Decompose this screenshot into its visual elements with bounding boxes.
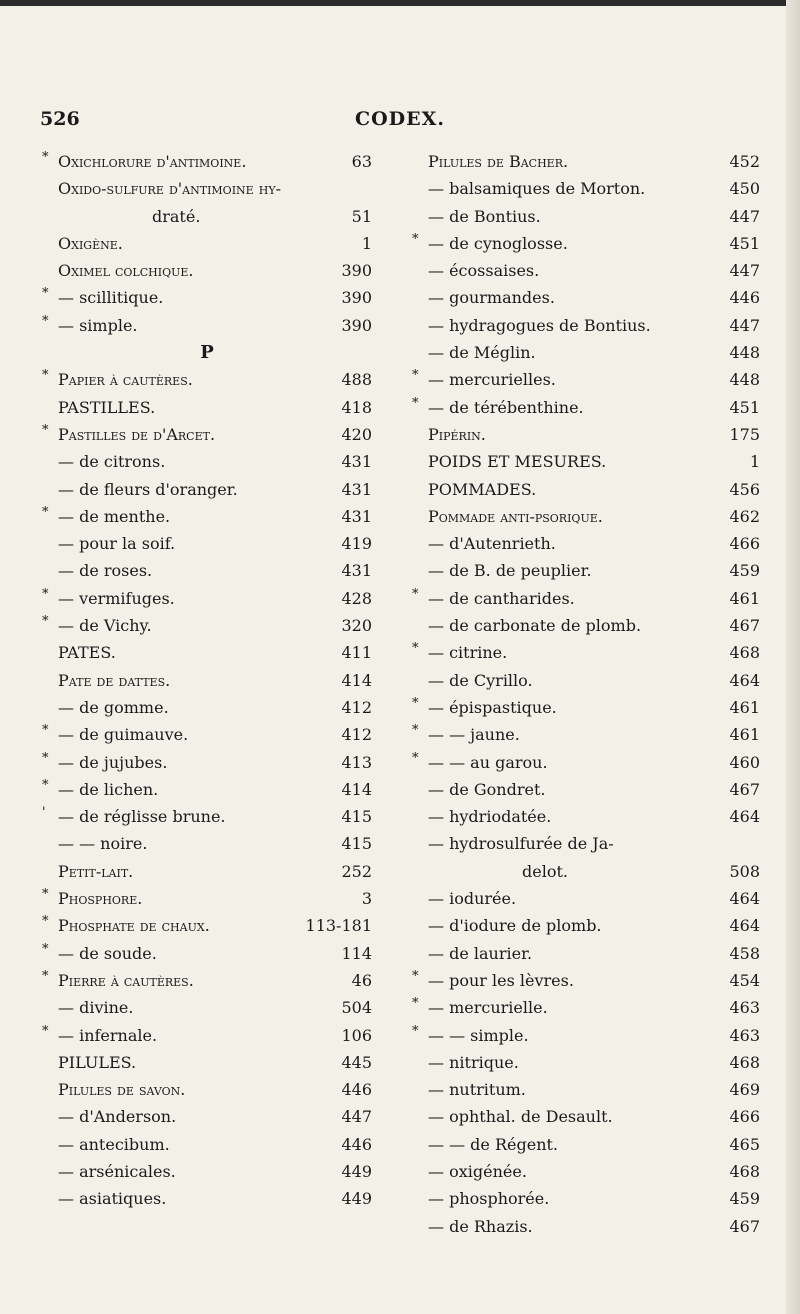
entry-page-number: 450 [729, 179, 760, 199]
entry-page-number: 114 [341, 943, 372, 963]
asterisk-mark: * [42, 286, 49, 302]
index-entry [42, 530, 372, 557]
entry-text: — pour les lèvres. [428, 970, 574, 990]
entry-page-number: 446 [729, 288, 760, 308]
entry-text: — citrine. [428, 643, 508, 663]
entry-page-number: 467 [729, 779, 760, 799]
entry-text: — oxigénée. [428, 1161, 527, 1181]
entry-page-number: 320 [341, 616, 372, 636]
index-entry [42, 1131, 372, 1158]
section-letter: P [200, 342, 214, 364]
asterisk-mark: * [42, 1023, 49, 1039]
entry-text: — infernale. [58, 1025, 158, 1045]
entry-text: — de lichen. [58, 779, 159, 799]
entry-text: — gourmandes. [428, 288, 555, 308]
index-entry [42, 694, 372, 721]
entry-text: draté. [152, 206, 201, 226]
page-number: 526 [40, 108, 80, 130]
entry-text: Pilules de Bacher. [428, 152, 569, 171]
entry-page-number: 508 [729, 861, 760, 881]
asterisk-mark: * [42, 313, 49, 329]
entry-text: — de térébenthine. [428, 397, 584, 417]
entry-page-number: 464 [729, 807, 760, 827]
index-entry [42, 284, 372, 311]
entry-page-number: 461 [729, 725, 760, 745]
index-entry [42, 257, 372, 284]
entry-text: — de Méglin. [428, 343, 536, 363]
index-entry [412, 885, 760, 912]
entry-page-number: 414 [341, 779, 372, 799]
index-entry [42, 940, 372, 967]
entry-text: — simple. [58, 315, 138, 335]
entry-text: Pate de dattes. [58, 670, 171, 690]
entry-text: — de citrons. [58, 452, 166, 472]
entry-text: — mercurielles. [428, 370, 556, 390]
index-entry [42, 803, 372, 830]
index-entry [412, 394, 760, 421]
index-entry [412, 830, 760, 857]
entry-text: — ophthal. de Desault. [428, 1107, 613, 1127]
entry-text: PASTILLES. [58, 397, 156, 417]
entry-page-number: 504 [341, 998, 372, 1018]
index-entry [412, 1213, 760, 1240]
entry-page-number: 51 [351, 206, 372, 226]
entry-text: — de menthe. [58, 506, 171, 526]
entry-text: POMMADES. [428, 479, 537, 499]
index-entry [42, 749, 372, 776]
entry-page-number: 411 [341, 643, 372, 663]
index-entry [412, 366, 760, 393]
asterisk-mark: * [42, 777, 49, 793]
entry-page-number: 390 [341, 315, 372, 335]
entry-text: Phosphore. [58, 889, 143, 909]
entry-text: — de cantharides. [428, 588, 575, 608]
index-entry [412, 612, 760, 639]
entry-page-number: 464 [729, 916, 760, 936]
index-entry [42, 1103, 372, 1130]
entry-page-number: 390 [341, 288, 372, 308]
index-entry [412, 585, 760, 612]
entry-text: — de gomme. [58, 697, 169, 717]
entry-text: Pommade anti-psorique. [428, 506, 603, 526]
entry-page-number: 488 [341, 370, 372, 390]
index-entry [412, 257, 760, 284]
entry-page-number: 447 [341, 1107, 372, 1127]
entry-text: — mercurielle. [428, 998, 548, 1018]
entry-text: — iodurée. [428, 889, 517, 909]
asterisk-mark: * [42, 887, 49, 903]
asterisk-mark: * [412, 641, 419, 657]
asterisk-mark: * [412, 1023, 419, 1039]
entry-page-number: 459 [729, 1189, 760, 1209]
entry-text: Oxigène. [58, 233, 123, 253]
index-entry [42, 148, 372, 175]
index-entry [412, 1103, 760, 1130]
asterisk-mark: * [42, 723, 49, 739]
entry-page-number: 415 [341, 834, 372, 854]
index-entry [412, 175, 760, 202]
entry-text: — — de Régent. [428, 1134, 559, 1154]
entry-text: delot. [522, 861, 568, 881]
entry-text: — de cynoglosse. [428, 233, 568, 253]
index-entry [42, 339, 372, 366]
entry-text: — antecibum. [58, 1134, 170, 1154]
index-entry [412, 940, 760, 967]
entry-text: — d'Autenrieth. [428, 534, 556, 554]
entry-page-number: 458 [729, 943, 760, 963]
entry-text: — épispastique. [428, 697, 557, 717]
index-entry [42, 967, 372, 994]
entry-text: — scillitique. [58, 288, 164, 308]
entry-page-number: 451 [729, 397, 760, 417]
entry-page-number: 106 [341, 1025, 372, 1045]
entry-text: — de Bontius. [428, 206, 541, 226]
entry-text: — hydrosulfurée de Ja- [428, 834, 614, 854]
entry-page-number: 466 [729, 1107, 760, 1127]
entry-page-number: 413 [341, 752, 372, 772]
entry-page-number: 414 [341, 670, 372, 690]
asterisk-mark: * [42, 914, 49, 930]
asterisk-mark: * [42, 614, 49, 630]
entry-text: PILULES. [58, 1052, 137, 1072]
entry-text: — balsamiques de Morton. [428, 179, 646, 199]
entry-page-number: 451 [729, 233, 760, 253]
asterisk-mark: * [412, 750, 419, 766]
entry-text: — de roses. [58, 561, 153, 581]
entry-page-number: 462 [729, 506, 760, 526]
index-entry [412, 339, 760, 366]
entry-text: — de réglisse brune. [58, 807, 226, 827]
index-entry [42, 421, 372, 448]
asterisk-mark: * [42, 504, 49, 520]
index-entry [412, 1131, 760, 1158]
index-entry [42, 721, 372, 748]
entry-page-number: 1 [361, 233, 372, 253]
entry-page-number: 175 [729, 424, 760, 444]
entry-page-number: 452 [729, 152, 760, 171]
asterisk-mark: * [42, 586, 49, 602]
index-entry [412, 994, 760, 1021]
entry-page-number: 446 [341, 1134, 372, 1154]
index-entry [412, 148, 760, 175]
index-entry [412, 912, 760, 939]
entry-text: Phosphate de chaux. [58, 916, 210, 936]
entry-text: Pilules de savon. [58, 1080, 186, 1100]
entry-page-number: 464 [729, 670, 760, 690]
entry-text: — d'iodure de plomb. [428, 916, 602, 936]
entry-text: — de laurier. [428, 943, 533, 963]
entry-page-number: 420 [341, 424, 372, 444]
entry-page-number: 459 [729, 561, 760, 581]
entry-text: — de jujubes. [58, 752, 168, 772]
index-entry [42, 203, 372, 230]
entry-page-number: 3 [361, 889, 372, 909]
entry-page-number: 419 [341, 534, 372, 554]
page-top-edge [0, 0, 800, 6]
entry-page-number: 412 [341, 725, 372, 745]
index-entry [42, 230, 372, 257]
index-entry [42, 585, 372, 612]
asterisk-mark: * [42, 422, 49, 438]
entry-text: PATES. [58, 643, 116, 663]
entry-text: — de carbonate de plomb. [428, 616, 642, 636]
entry-page-number: 466 [729, 534, 760, 554]
index-entry [412, 1049, 760, 1076]
entry-text: — de Cyrillo. [428, 670, 533, 690]
entry-text: — écossaises. [428, 261, 540, 281]
index-entry [42, 994, 372, 1021]
index-entry [412, 448, 760, 475]
entry-text: Papier à cautères. [58, 370, 193, 390]
entry-text: — nitrique. [428, 1052, 519, 1072]
index-entry [42, 366, 372, 393]
index-entry [412, 312, 760, 339]
entry-text: — — simple. [428, 1025, 529, 1045]
asterisk-mark: * [412, 368, 419, 384]
asterisk-mark: * [412, 723, 419, 739]
entry-text: — — au garou. [428, 752, 548, 772]
index-entry [412, 967, 760, 994]
entry-text: Petit-lait. [58, 861, 134, 881]
index-entry [42, 830, 372, 857]
entry-text: — arsénicales. [58, 1161, 176, 1181]
entry-text: — asiatiques. [58, 1189, 167, 1209]
entry-page-number: 468 [729, 1161, 760, 1181]
index-entry [42, 858, 372, 885]
entry-page-number: 449 [341, 1189, 372, 1209]
entry-page-number: 63 [351, 152, 372, 171]
index-entry [42, 639, 372, 666]
entry-page-number: 454 [729, 970, 760, 990]
index-entry [42, 1049, 372, 1076]
index-entry [412, 1022, 760, 1049]
asterisk-mark: * [42, 941, 49, 957]
entry-text: Pastilles de d'Arcet. [58, 424, 216, 444]
index-entry [412, 557, 760, 584]
index-entry [412, 203, 760, 230]
index-entry [412, 476, 760, 503]
entry-page-number: 428 [341, 588, 372, 608]
entry-text: — d'Anderson. [58, 1107, 177, 1127]
entry-page-number: 431 [341, 506, 372, 526]
index-entry [412, 694, 760, 721]
asterisk-mark: * [42, 968, 49, 984]
index-entry [42, 1022, 372, 1049]
index-entry [42, 612, 372, 639]
index-entry [42, 394, 372, 421]
entry-text: Oxido-sulfure d'antimoine hy- [58, 179, 282, 199]
index-entry [42, 912, 372, 939]
asterisk-mark: * [412, 968, 419, 984]
index-entry [42, 476, 372, 503]
entry-text: — nutritum. [428, 1080, 526, 1100]
entry-page-number: 447 [729, 261, 760, 281]
index-entry [42, 667, 372, 694]
entry-page-number: 431 [341, 452, 372, 472]
entry-page-number: 467 [729, 1216, 760, 1236]
entry-text: — hydragogues de Bontius. [428, 315, 651, 335]
entry-page-number: 252 [341, 861, 372, 881]
entry-page-number: 418 [341, 397, 372, 417]
index-entry [42, 1158, 372, 1185]
asterisk-mark: * [412, 395, 419, 411]
entry-page-number: 461 [729, 697, 760, 717]
entry-page-number: 446 [341, 1080, 372, 1100]
entry-text: — — noire. [58, 834, 148, 854]
asterisk-mark: * [412, 586, 419, 602]
index-entry [412, 284, 760, 311]
index-entry [412, 667, 760, 694]
asterisk-mark: * [412, 231, 419, 247]
index-entry [412, 639, 760, 666]
index-entry [412, 858, 760, 885]
index-column-left [42, 148, 372, 1213]
asterisk-mark: * [42, 368, 49, 384]
entry-text: Oximel colchique. [58, 261, 194, 281]
entry-page-number: 464 [729, 889, 760, 909]
entry-text: — divine. [58, 998, 134, 1018]
asterisk-mark: * [42, 750, 49, 766]
entry-text: — hydriodatée. [428, 807, 552, 827]
entry-page-number: 460 [729, 752, 760, 772]
entry-text: — de soude. [58, 943, 157, 963]
entry-page-number: 113-181 [305, 916, 372, 936]
entry-page-number: 469 [729, 1080, 760, 1100]
entry-page-number: 461 [729, 588, 760, 608]
entry-page-number: 1 [749, 452, 760, 472]
entry-text: — de fleurs d'oranger. [58, 479, 238, 499]
index-entry [412, 503, 760, 530]
entry-page-number: 468 [729, 643, 760, 663]
entry-text: — de guimauve. [58, 725, 189, 745]
index-entry [42, 1185, 372, 1212]
entry-page-number: 412 [341, 697, 372, 717]
entry-page-number: 447 [729, 206, 760, 226]
index-entry [412, 721, 760, 748]
entry-text: — pour la soif. [58, 534, 176, 554]
entry-page-number: 46 [351, 970, 372, 990]
index-entry [412, 230, 760, 257]
index-entry [412, 803, 760, 830]
entry-text: — — jaune. [428, 725, 520, 745]
index-entry [412, 1185, 760, 1212]
entry-text: — vermifuges. [58, 588, 175, 608]
index-entry [42, 1076, 372, 1103]
entry-page-number: 445 [341, 1052, 372, 1072]
index-entry [42, 312, 372, 339]
page-binding-edge [786, 0, 800, 1314]
entry-page-number: 415 [341, 807, 372, 827]
entry-page-number: 449 [341, 1161, 372, 1181]
entry-page-number: 463 [729, 998, 760, 1018]
entry-text: — phosphorée. [428, 1189, 550, 1209]
entry-page-number: 448 [729, 343, 760, 363]
index-entry [412, 749, 760, 776]
entry-text: Oxichlorure d'antimoine. [58, 152, 247, 171]
index-entry [412, 776, 760, 803]
index-entry [412, 421, 760, 448]
entry-text: Pipérin. [428, 424, 486, 444]
index-entry [412, 1158, 760, 1185]
index-entry [42, 776, 372, 803]
entry-text: — de Rhazis. [428, 1216, 533, 1236]
index-entry [42, 448, 372, 475]
index-entry [42, 175, 372, 202]
index-entry [42, 503, 372, 530]
entry-page-number: 390 [341, 261, 372, 281]
index-entry [42, 885, 372, 912]
entry-text: — de B. de peuplier. [428, 561, 592, 581]
asterisk-mark: ' [42, 805, 46, 821]
entry-page-number: 463 [729, 1025, 760, 1045]
entry-page-number: 447 [729, 315, 760, 335]
asterisk-mark: * [412, 996, 419, 1012]
entry-text: — de Vichy. [58, 616, 152, 636]
index-column-right [412, 148, 760, 1240]
asterisk-mark: * [412, 695, 419, 711]
index-entry [412, 1076, 760, 1103]
entry-text: — de Gondret. [428, 779, 546, 799]
entry-page-number: 467 [729, 616, 760, 636]
entry-page-number: 431 [341, 561, 372, 581]
entry-page-number: 465 [729, 1134, 760, 1154]
asterisk-mark: * [42, 150, 49, 165]
entry-page-number: 468 [729, 1052, 760, 1072]
entry-page-number: 448 [729, 370, 760, 390]
index-entry [42, 557, 372, 584]
entry-page-number: 431 [341, 479, 372, 499]
page-title: CODEX. [355, 108, 445, 130]
entry-text: Pierre à cautères. [58, 970, 194, 990]
entry-page-number: 456 [729, 479, 760, 499]
entry-text: POIDS ET MESURES. [428, 452, 607, 472]
index-entry [412, 530, 760, 557]
page-header [40, 108, 760, 138]
